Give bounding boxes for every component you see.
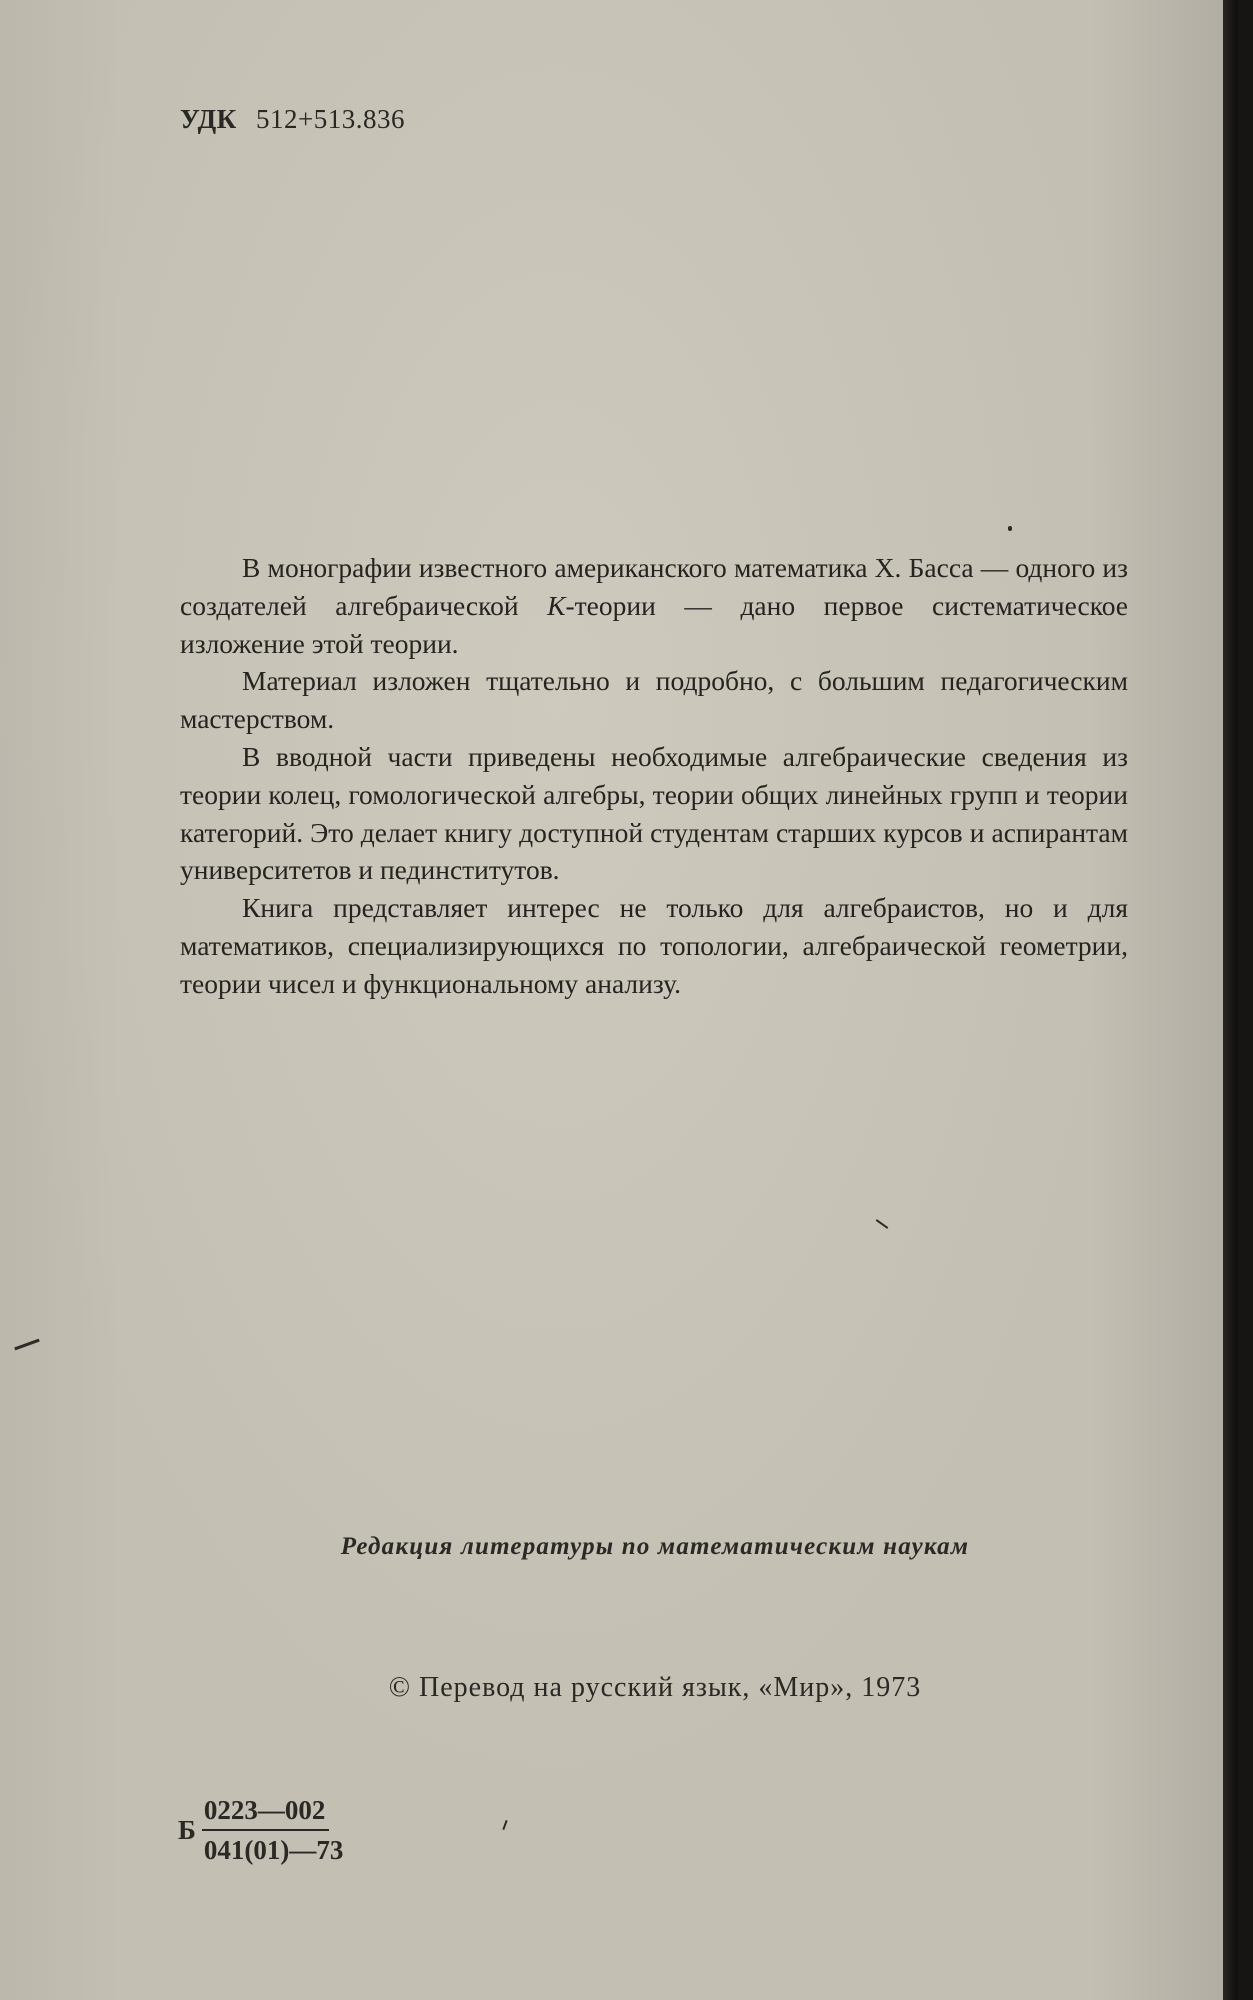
editorial-board-line: Редакция литературы по математическим наукам bbox=[340, 1533, 970, 1560]
annotation-paragraph-1: В монографии известного американского математика Х. Басса — одного из создателей алгебраической K-теории — дано первое систематическое изложение этой теории. bbox=[180, 552, 1128, 659]
index-letter: Б bbox=[178, 1814, 196, 1845]
index-fraction bbox=[202, 1793, 347, 1867]
page-edge-shadow bbox=[1223, 0, 1238, 2000]
annotation-text bbox=[180, 549, 1128, 1003]
publication-index-code bbox=[178, 1793, 347, 1867]
copyright-line: © Перевод на русский язык, «Мир», 1973 bbox=[388, 1672, 922, 1703]
paper-speck bbox=[1008, 526, 1012, 531]
paper-scratch bbox=[14, 1339, 39, 1351]
paper-scratch bbox=[876, 1219, 889, 1229]
udk-label: УДК bbox=[180, 104, 237, 134]
paper-scratch bbox=[502, 1820, 507, 1830]
annotation-paragraph-4: Книга представляет интерес не только для алгебраистов, но и для математиков, специализирующихся по топологии, алгебраической геометрии, теории чисел и функциональному анализу. bbox=[180, 892, 1128, 999]
annotation-paragraph-2: Материал изложен тщательно и подробно, с большим педагогическим мастерством. bbox=[180, 665, 1128, 735]
udk-classification bbox=[180, 104, 405, 135]
index-numerator: 0223—002 bbox=[202, 1793, 330, 1831]
udk-code: 512+513.836 bbox=[256, 104, 405, 134]
index-denominator: 041(01)—73 bbox=[203, 1835, 344, 1865]
annotation-paragraph-3: В вводной части приведены необходимые алгебраические сведения из теории колец, гомологической алгебры, теории общих линейных групп и теории категорий. Это делает книгу доступной студентам старших курсов и аспирантам университетов и пединститутов. bbox=[180, 740, 1128, 886]
